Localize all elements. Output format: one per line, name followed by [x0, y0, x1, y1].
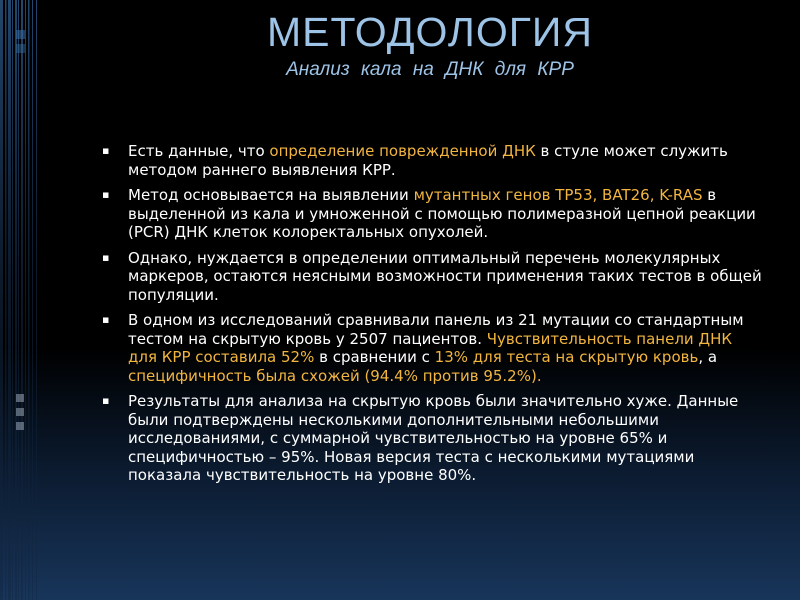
bullet-icon: ▪ — [102, 313, 110, 326]
highlighted-text: Чувствительность панели ДНК для КРР составила 52% — [128, 329, 733, 366]
bullet-text: Метод основывается на выявлении — [128, 186, 414, 204]
bullet-text: в сравнении с — [314, 348, 435, 366]
bullet-text: Есть данные, что — [128, 142, 270, 160]
bullet-item — [102, 392, 762, 485]
highlighted-text: 13% для теста на скрытую кровь — [434, 348, 699, 366]
bullet-item — [102, 186, 762, 242]
bullet-text: , а — [698, 348, 718, 366]
bullet-icon: ▪ — [102, 250, 110, 264]
bullet-list — [102, 142, 762, 492]
bullet-text: В одном из исследований сравнивали панель из 21 мутации со стандартным тестом на скрытую кровь у 2507 пациентов. — [128, 311, 744, 348]
bullet-text: Результаты для анализа на скрытую кровь были значительно хуже. Данные были подтверждены несколькими дополнительными небольшими исследованиями, с суммарной чувствительностью на уровне 65% и специфичностью – 95%. Новая версия теста с несколькими мутациями показала чувствительность на уровне 80%. — [128, 392, 739, 484]
bullet-item — [102, 142, 762, 179]
slide-title: МЕТОДОЛОГИЯ — [267, 9, 593, 55]
bullet-text: Однако, нуждается в определении оптимальный перечень молекулярных маркеров, остаются неясными возможности применения таких тестов в общей популяции. — [128, 248, 762, 304]
bullet-icon: ▪ — [102, 144, 110, 157]
bullet-item — [102, 249, 762, 305]
highlighted-text: мутантных генов TP53, BAT26, K-RAS — [413, 186, 703, 204]
highlighted-text: специфичность была схожей (94.4% против 95.2%). — [128, 366, 542, 385]
bullet-icon: ▪ — [102, 188, 110, 201]
highlighted-text: определение поврежденной ДНК — [269, 142, 536, 160]
slide-subtitle: Анализ кала на ДНК для КРР — [286, 59, 574, 80]
bullet-icon: ▪ — [102, 394, 110, 407]
bullet-text: в стуле может служить методом раннего выявления КРР. — [128, 142, 728, 179]
bullet-item — [102, 311, 762, 385]
decorative-stripes — [0, 0, 48, 600]
bullet-text: в выделенной из кала и умноженной с помощью полимеразной цепной реакции (PCR) ДНК клеток колоректальных опухолей. — [128, 186, 756, 241]
